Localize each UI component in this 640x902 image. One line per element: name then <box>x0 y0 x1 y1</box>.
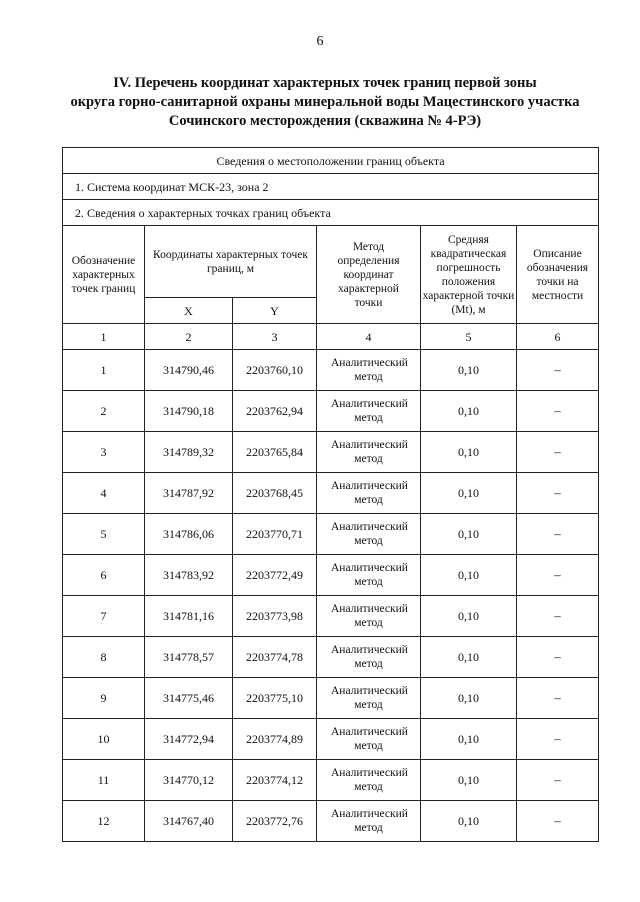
title-line-3: Сочинского месторождения (скважина № 4-РЭ) <box>168 113 482 129</box>
point-description: – <box>517 514 599 555</box>
point-description: – <box>517 760 599 801</box>
x-coordinate: 314781,16 <box>145 596 233 637</box>
section-header: Сведения о местоположении границ объекта <box>63 148 599 174</box>
mt-error: 0,10 <box>421 719 517 760</box>
col-number: 3 <box>233 324 317 350</box>
points-header-row: 2. Сведения о характерных точках границ объекта <box>63 200 599 226</box>
y-coordinate: 2203774,12 <box>233 760 317 801</box>
point-number: 10 <box>63 719 145 760</box>
mt-error: 0,10 <box>421 637 517 678</box>
col-description-header: Описание обозначения точки на местности <box>517 226 599 324</box>
method: Аналитический метод <box>317 637 421 678</box>
mt-error: 0,10 <box>421 555 517 596</box>
x-coordinate: 314790,46 <box>145 350 233 391</box>
mt-error: 0,10 <box>421 801 517 842</box>
y-coordinate: 2203772,76 <box>233 801 317 842</box>
y-coordinate: 2203774,89 <box>233 719 317 760</box>
point-description: – <box>517 596 599 637</box>
x-coordinate: 314767,40 <box>145 801 233 842</box>
y-coordinate: 2203773,98 <box>233 596 317 637</box>
point-description: – <box>517 473 599 514</box>
mt-error: 0,10 <box>421 350 517 391</box>
table-row <box>63 678 599 719</box>
method: Аналитический метод <box>317 473 421 514</box>
point-description: – <box>517 350 599 391</box>
title-line-2: округа горно-санитарной охраны минеральной воды Мацестинского участка <box>70 94 580 110</box>
y-coordinate: 2203775,10 <box>233 678 317 719</box>
point-number: 6 <box>63 555 145 596</box>
table-row <box>63 801 599 842</box>
y-coordinate: 2203760,10 <box>233 350 317 391</box>
mt-error: 0,10 <box>421 760 517 801</box>
mt-error: 0,10 <box>421 473 517 514</box>
mt-error: 0,10 <box>421 596 517 637</box>
col-method-header: Метод определения координат характерной точки <box>317 226 421 324</box>
x-coordinate: 314775,46 <box>145 678 233 719</box>
col-y-header: Y <box>233 298 317 324</box>
point-description: – <box>517 801 599 842</box>
x-coordinate: 314787,92 <box>145 473 233 514</box>
method: Аналитический метод <box>317 555 421 596</box>
point-description: – <box>517 678 599 719</box>
method: Аналитический метод <box>317 391 421 432</box>
point-description: – <box>517 637 599 678</box>
method: Аналитический метод <box>317 432 421 473</box>
col-number: 1 <box>63 324 145 350</box>
method: Аналитический метод <box>317 719 421 760</box>
title-line-1: IV. Перечень координат характерных точек границ первой зоны <box>113 75 537 91</box>
point-description: – <box>517 719 599 760</box>
col-number: 6 <box>517 324 599 350</box>
y-coordinate: 2203762,94 <box>233 391 317 432</box>
table-row <box>63 473 599 514</box>
col-number: 5 <box>421 324 517 350</box>
x-coordinate: 314789,32 <box>145 432 233 473</box>
point-description: – <box>517 432 599 473</box>
point-number: 12 <box>63 801 145 842</box>
point-number: 8 <box>63 637 145 678</box>
x-coordinate: 314778,57 <box>145 637 233 678</box>
y-coordinate: 2203765,84 <box>233 432 317 473</box>
document-title <box>40 74 610 131</box>
page-number: 6 <box>316 34 324 49</box>
point-number: 1 <box>63 350 145 391</box>
method: Аналитический метод <box>317 801 421 842</box>
table-row <box>63 760 599 801</box>
table-row <box>63 596 599 637</box>
col-number: 4 <box>317 324 421 350</box>
y-coordinate: 2203774,78 <box>233 637 317 678</box>
coordinates-table <box>62 147 599 842</box>
x-coordinate: 314783,92 <box>145 555 233 596</box>
mt-error: 0,10 <box>421 432 517 473</box>
point-number: 7 <box>63 596 145 637</box>
table-row <box>63 637 599 678</box>
point-number: 11 <box>63 760 145 801</box>
col-designation-header: Обозначение характерных точек границ <box>63 226 145 324</box>
method: Аналитический метод <box>317 350 421 391</box>
table-row <box>63 391 599 432</box>
point-number: 4 <box>63 473 145 514</box>
y-coordinate: 2203768,45 <box>233 473 317 514</box>
x-coordinate: 314772,94 <box>145 719 233 760</box>
mt-error: 0,10 <box>421 514 517 555</box>
table-row <box>63 432 599 473</box>
method: Аналитический метод <box>317 760 421 801</box>
y-coordinate: 2203772,49 <box>233 555 317 596</box>
y-coordinate: 2203770,71 <box>233 514 317 555</box>
point-description: – <box>517 391 599 432</box>
col-x-header: X <box>145 298 233 324</box>
method: Аналитический метод <box>317 514 421 555</box>
point-description: – <box>517 555 599 596</box>
col-number: 2 <box>145 324 233 350</box>
x-coordinate: 314786,06 <box>145 514 233 555</box>
table-row <box>63 514 599 555</box>
x-coordinate: 314790,18 <box>145 391 233 432</box>
table-row <box>63 350 599 391</box>
x-coordinate: 314770,12 <box>145 760 233 801</box>
mt-error: 0,10 <box>421 391 517 432</box>
col-error-header: Средняя квадратическая погрешность положения характерной точки (Mt), м <box>421 226 517 324</box>
point-number: 9 <box>63 678 145 719</box>
table-row <box>63 719 599 760</box>
point-number: 3 <box>63 432 145 473</box>
col-coords-header: Координаты характерных точек границ, м <box>145 226 317 298</box>
point-number: 2 <box>63 391 145 432</box>
method: Аналитический метод <box>317 678 421 719</box>
coord-system-row: 1. Система координат МСК-23, зона 2 <box>63 174 599 200</box>
method: Аналитический метод <box>317 596 421 637</box>
point-number: 5 <box>63 514 145 555</box>
mt-error: 0,10 <box>421 678 517 719</box>
table-row <box>63 555 599 596</box>
